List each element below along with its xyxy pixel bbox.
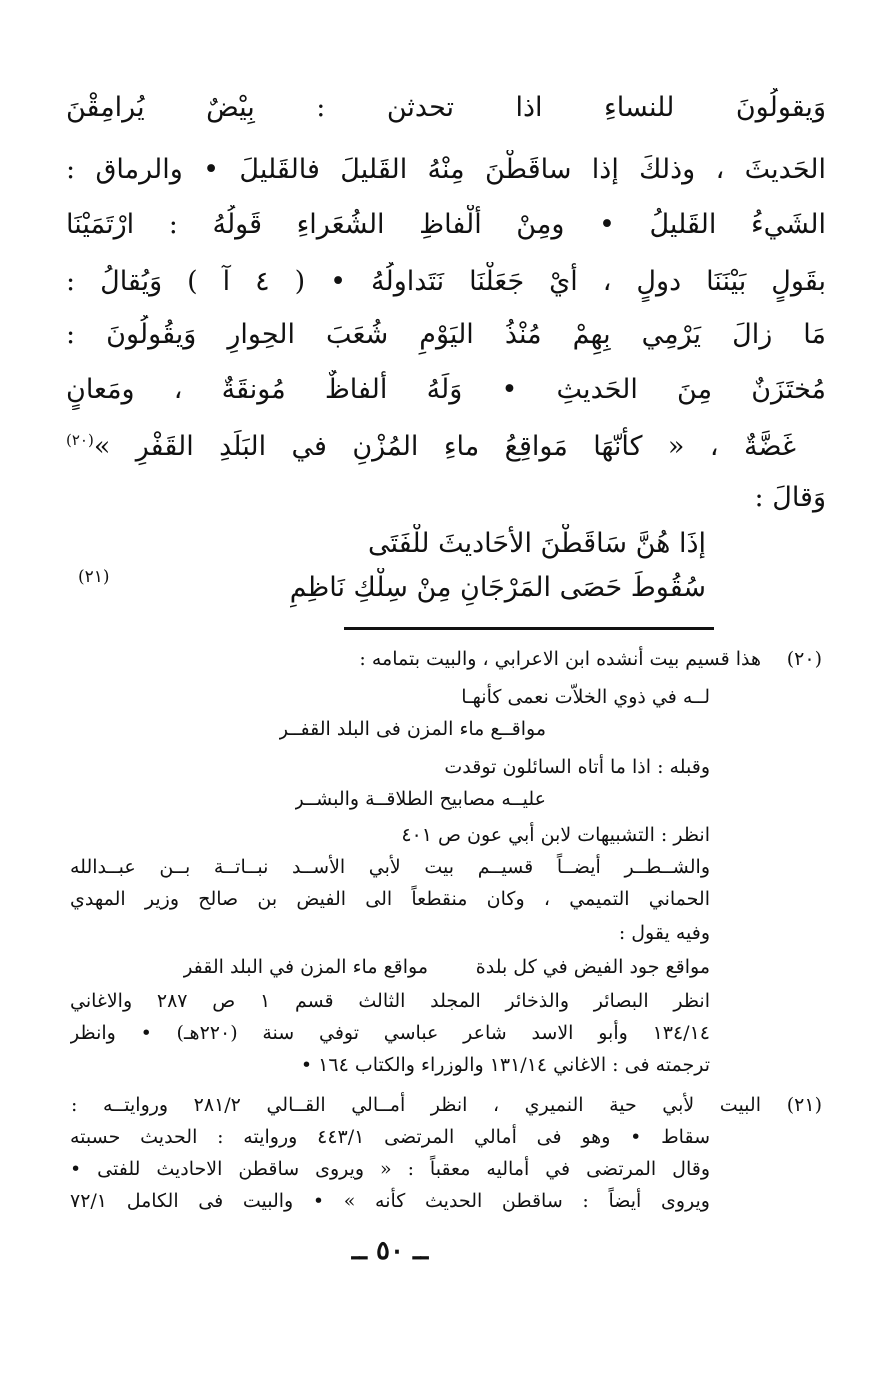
footnote-21-line-2: سقاط • وهو فى أمالي المرتضى ٤٤٣/١ وروايته : الحديث حسبته xyxy=(70,1126,710,1148)
footnote-20-line-4: وقبله : اذا ما أتاه السائلون توقدت xyxy=(444,756,710,778)
body-line-5: مَا زالَ يَرْمِي بِهِمْ مُنْذُ اليَوْمِ شُعَبَ الحِوارِ وَيقُولُونَ : xyxy=(66,319,826,350)
footnote-20-line-7: والشــطــر أيضــاً قسيــم بيت لأبي الأســد نبــاتــة بــن عبــدالله xyxy=(70,856,710,878)
footnote-20-number: (٢٠) xyxy=(786,648,822,670)
footnote-20-line-14: ترجمته فى : الاغاني ١٣١/١٤ والوزراء والكتاب ١٦٤ • xyxy=(300,1054,710,1076)
body-line-8: وَقالَ : xyxy=(754,482,826,513)
page-number: ــ ٥٠ ــ xyxy=(351,1236,429,1266)
footnote-20-line-9: وفيه يقول : xyxy=(618,922,710,944)
footnote-21-line-3: وقال المرتضى في أماليه معقباً : « ويروى ساقطن الاحاديث للفتى • xyxy=(70,1158,710,1180)
footnote-20-verse-2: مواقــع ماء المزن فى البلد القفــر xyxy=(278,718,546,740)
footnote-20-verse-3: عليــه مصابيح الطلاقــة والبشــر xyxy=(294,788,546,810)
footnote-21-line-1: البيت لأبي حية النميري ، انظر أمــالي القــالي ٢٨١/٢ وروايتــه : xyxy=(71,1094,761,1116)
body-line-4: بقَولٍ بَيْنَنَا دولٍ ، أيْ جَعَلْنَا نَتَداولُهُ • ( ٤ آ ) وَيُقالُ : xyxy=(66,266,826,297)
body-line-3: الشَيءُ القَليلُ • ومِنْ ألْفاظِ الشُعَراءِ قَولُهُ : ارْتَمَيْنَا xyxy=(66,209,826,240)
footnote-20-line-12: انظر البصائر والذخائر المجلد الثالث قسم ١ ص ٢٨٧ والاغاني xyxy=(70,990,710,1012)
footnote-separator xyxy=(344,627,714,630)
body-line-2: الحَديثَ ، وذلكَ إذا ساقَطْنَ مِنْهُ القَليلَ فالقَليلَ • والرماق : xyxy=(66,154,826,185)
footnote-20-verse-1: لــه في ذوي الخلاّت نعمى كأنهـا xyxy=(461,686,710,708)
footnote-20-line-1: هذا قسيم بيت أنشده ابن الاعرابي ، والبيت بتمامه : xyxy=(359,648,761,670)
verse-line-2: سُقُوطَ حَصَى المَرْجَانِ مِنْ سِلْكِ نَاظِمِ xyxy=(289,572,706,603)
verse-line-1: إذَا هُنَّ سَاقَطْنَ الأحَاديثَ للْفَتَى xyxy=(368,528,706,559)
footnote-20-line-8: الحماني التميمي ، وكان منقطعاً الى الفيض بن صالح وزير المهدي xyxy=(70,888,710,910)
body-line-1: وَيقولُونَ للنساءِ اذا تحدثن : بِيْضٌ يُرامِقْنَ xyxy=(66,92,826,123)
footnote-20-line-13: ١٣٤/١٤ وأبو الاسد شاعر عباسي توفي سنة (٢٢٠هـ) • وانظر xyxy=(70,1022,710,1044)
footnote-20-verse-4a: مواقع جود الفيض في كل بلدة xyxy=(475,956,710,978)
footnote-ref-20: (٢٠) xyxy=(66,431,94,449)
body-line-7 xyxy=(66,420,796,467)
footnote-21-line-4: ويروى أيضاً : ساقطن الحديث كأنه » • والبيت فى الكامل ٧٢/١ xyxy=(70,1190,710,1212)
footnote-21-number: (٢١) xyxy=(786,1094,822,1116)
body-line-6: مُختَزَنٌ مِنَ الحَديثِ • وَلَهُ ألفاظٌ مُونقَةٌ ، ومَعانٍ xyxy=(66,374,826,405)
footnote-20-verse-4b: مواقع ماء المزن في البلد القفر xyxy=(183,956,428,978)
body-line-7-text: غَضَّةٌ ، « كأنّهَا مَواقِعُ ماءِ المُزْنِ في البَلَدِ القَفْرِ » xyxy=(93,431,796,462)
footnote-ref-21: (٢١) xyxy=(78,567,110,587)
footnote-20-line-6: انظر : التشبيهات لابن أبي عون ص ٤٠١ xyxy=(401,824,710,846)
